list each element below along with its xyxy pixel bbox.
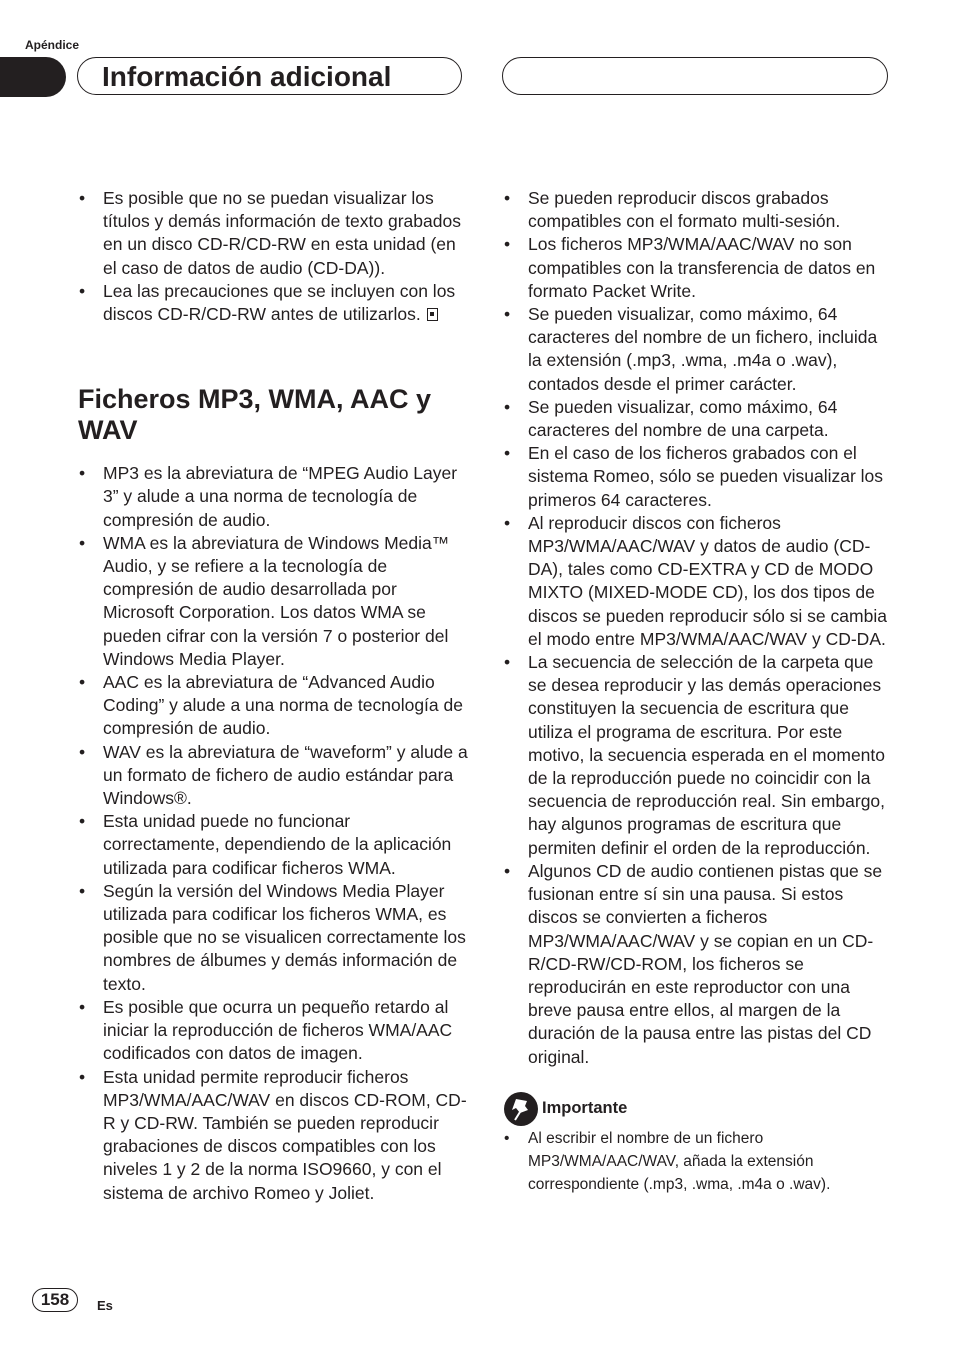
important-notice — [503, 1091, 893, 1127]
end-of-section-icon — [427, 308, 438, 321]
list-item: • Algunos CD de audio contienen pistas que se fusionan entre sí sin una pausa. Si estos discos se convierten a ficheros MP3/WMA/AAC/WAV y se copian en un CD-R/CD-RW/CD-ROM, los ficheros se reproducirán en este reproductor con una breve pausa entre ellos, al margen de la duración de la pausa entre las pistas del CD original. — [503, 860, 893, 1069]
list-item: • En el caso de los ficheros grabados con el sistema Romeo, sólo se pueden visualizar los primeros 64 caracteres. — [503, 442, 893, 512]
list-item: • Según la versión del Windows Media Player utilizada para codificar los ficheros WMA, es posible que no se visualicen correctamente los nombres de álbumes y demás información de texto. — [78, 880, 468, 996]
list-item: • Esta unidad permite reproducir ficheros MP3/WMA/AAC/WAV en discos CD-ROM, CD-R y CD-RW. También se pueden reproducir grabaciones de discos compatibles con los niveles 1 y 2 de la norma ISO9660, y con el sistema de archivo Romeo y Joliet. — [78, 1066, 468, 1205]
list-item: • Se pueden visualizar, como máximo, 64 caracteres del nombre de una carpeta. — [503, 396, 893, 442]
section-heading: Ficheros MP3, WMA, AAC y WAV — [78, 384, 432, 446]
list-item: • MP3 es la abreviatura de “MPEG Audio Layer 3” y alude a una norma de tecnología de compresión de audio. — [78, 462, 468, 532]
list-item: • Al escribir el nombre de un fichero MP3/WMA/AAC/WAV, añada la extensión correspondiente (.mp3, .wma, .m4a o .wav). — [503, 1127, 893, 1197]
important-pin-icon — [503, 1091, 539, 1127]
right-column — [503, 187, 893, 1196]
list-item: • Al reproducir discos con ficheros MP3/WMA/AAC/WAV y datos de audio (CD-DA), tales como CD-EXTRA y CD de MODO MIXTO (MIXED-MODE CD), los dos tipos de discos se pueden reproducir sólo si se cambia el modo entre MP3/WMA/AAC/WAV y CD-DA. — [503, 512, 893, 651]
page-number: 158 — [32, 1288, 78, 1312]
list-item: • Lea las precauciones que se incluyen con los discos CD-R/CD-RW antes de utilizarlos. — [78, 280, 468, 326]
intro-bullet-list — [78, 187, 468, 326]
list-item: • AAC es la abreviatura de “Advanced Audio Coding” y alude a una norma de tecnología de compresión de audio. — [78, 671, 468, 741]
important-bullet-list — [503, 1127, 893, 1197]
page-title: Información adicional — [102, 61, 392, 92]
mp3-bullet-list — [78, 462, 468, 1205]
list-item: • WAV es la abreviatura de “waveform” y alude a un formato de fichero de audio estándar para Windows®. — [78, 741, 468, 811]
left-column — [78, 187, 468, 1205]
empty-header-pill — [502, 57, 888, 95]
list-item: • Es posible que ocurra un pequeño retardo al iniciar la reproducción de ficheros WMA/AAC codificados con datos de imagen. — [78, 996, 468, 1066]
section-tab-marker — [0, 57, 66, 97]
list-item: • Esta unidad puede no funcionar correctamente, dependiendo de la aplicación utilizada para codificar ficheros WMA. — [78, 810, 468, 880]
right-bullet-list — [503, 187, 893, 1069]
important-label: Importante — [542, 1099, 628, 1118]
language-code: Es — [97, 1298, 113, 1313]
page-title-pill — [77, 57, 462, 95]
list-item: • WMA es la abreviatura de Windows Media™ Audio, y se refiere a la tecnología de compresión de audio desarrollada por Microsoft Corporation. Los datos WMA se pueden cifrar con la versión 7 o posterior del Windows Media Player. — [78, 532, 468, 671]
list-item: • Es posible que no se puedan visualizar los títulos y demás información de texto grabados en un disco CD-R/CD-RW en esta unidad (en el caso de datos de audio (CD-DA)). — [78, 187, 468, 280]
list-item: • Se pueden reproducir discos grabados compatibles con el formato multi-sesión. — [503, 187, 893, 233]
list-item: • Se pueden visualizar, como máximo, 64 caracteres del nombre de un fichero, incluida la extensión (.mp3, .wma, .m4a o .wav), contados desde el primer carácter. — [503, 303, 893, 396]
section-label: Apéndice — [25, 38, 80, 52]
list-item: • La secuencia de selección de la carpeta que se desea reproducir y las demás operaciones constituyen la secuencia de escritura que utiliza el programa de escritura. Por este motivo, la secuencia esperada en el momento de la reproducción puede no coincidir con la secuencia de reproducción real. Sin embargo, hay algunos programas de escritura que permiten definir el orden de la reproducción. — [503, 651, 893, 860]
list-item: • Los ficheros MP3/WMA/AAC/WAV no son compatibles con la transferencia de datos en formato Packet Write. — [503, 233, 893, 303]
